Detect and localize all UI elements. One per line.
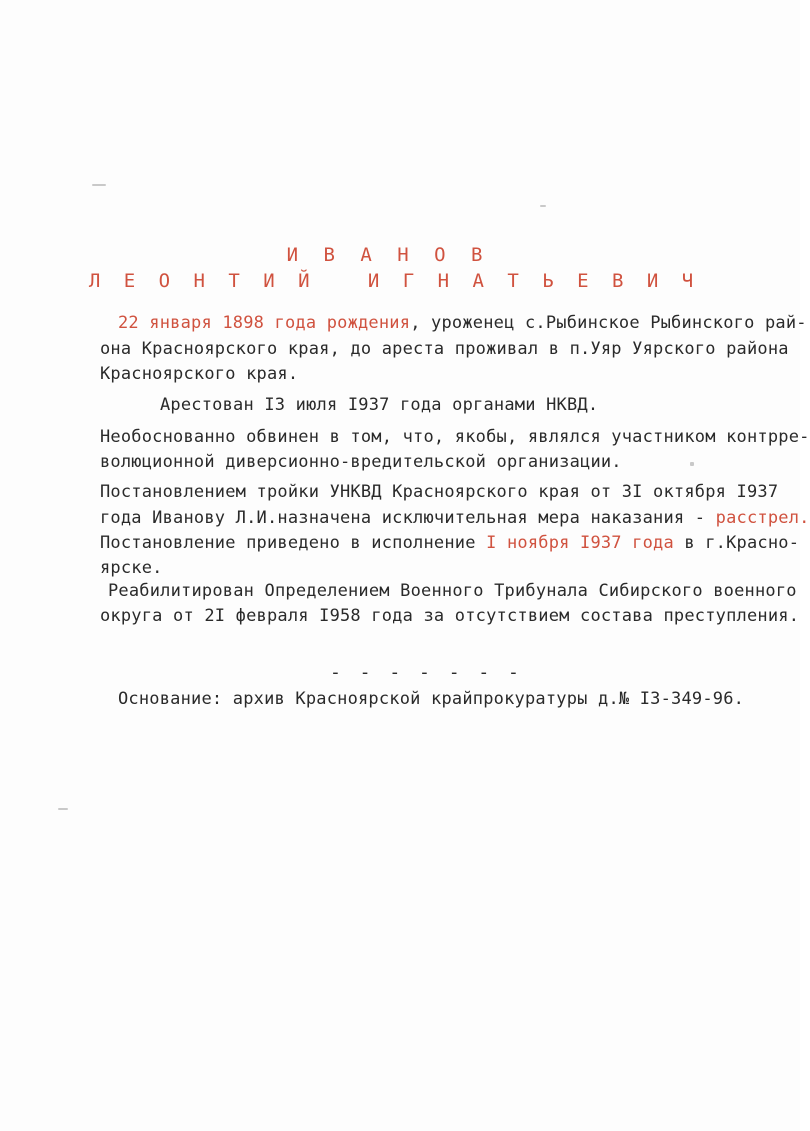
birthplace-text: , уроженец с.Рыбинское Рыбинского рай- [410, 313, 807, 333]
sentence-line-4: ярске. [100, 558, 163, 578]
sentence-verdict: расстрел. [715, 508, 810, 528]
execution-place: в г.Красно- [673, 533, 800, 553]
execution-date: I ноября I937 года [486, 533, 674, 553]
sentence-line-2 [100, 507, 810, 529]
accusation-line-1: Необоснованно обвинен в том, что, якобы, являлся участником контрре- [100, 427, 810, 447]
paper-speck [540, 205, 546, 207]
surname-heading: И В А Н О В [286, 244, 490, 266]
execution-text: Постановление приведено в исполнение [100, 533, 487, 553]
birth-date: 22 января 1898 года рождения [118, 313, 411, 333]
sentence-line-1: Постановлением тройки УНКВД Красноярского края от 3I октября I937 [100, 482, 779, 502]
paper-speck [58, 808, 68, 810]
birth-line-2: она Красноярского края, до ареста проживал в п.Уяр Уярского района [100, 339, 789, 359]
basis-line: Основание: архив Красноярской крайпрокуратуры д.№ I3-349-96. [118, 689, 745, 709]
given-names-heading: Л Е О Н Т И Й И Г Н А Т Ь Е В И Ч [88, 270, 700, 292]
birth-line-1 [118, 312, 807, 334]
separator-dashes: - - - - - - - [330, 662, 523, 683]
paper-speck [92, 184, 106, 186]
birth-line-3: Красноярского края. [100, 364, 299, 384]
sentence-text: года Иванову Л.И.назначена исключительная мера наказания - [100, 508, 716, 528]
sentence-line-3 [100, 532, 799, 554]
paper-speck [690, 462, 694, 466]
rehabilitation-line-1: Реабилитирован Определением Военного Трибунала Сибирского военного [108, 581, 797, 601]
arrest-line: Арестован I3 июля I937 года органами НКВД. [160, 395, 599, 415]
rehabilitation-line-2: округа от 2I февраля I958 года за отсутствием состава преступления. [100, 606, 800, 626]
accusation-line-2: волюционной диверсионно-вредительской организации. [100, 452, 622, 472]
